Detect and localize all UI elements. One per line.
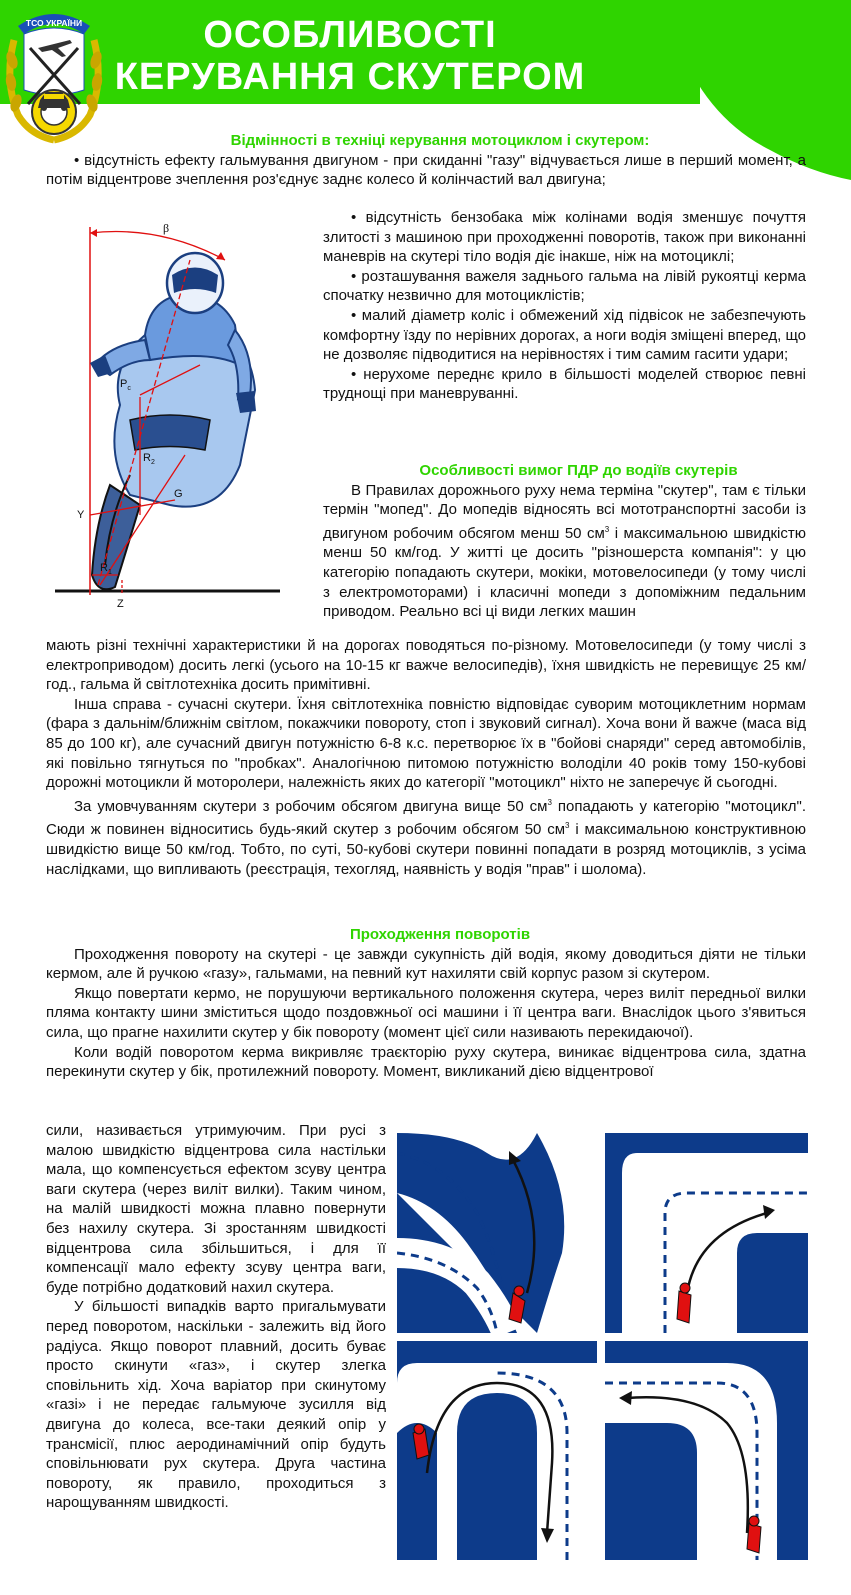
heading-cornering: Проходження поворотів xyxy=(349,926,531,943)
paragraph-wheels: • малий діаметр коліс і обмежений хід підвісок не забезпечують комфортну їзду по нерівних дорогах, а ноги водія зміщені вперед, що не дозволяє підводитися на нерівностях і тим самим гасити удари; xyxy=(323,306,806,364)
section-cornering-column xyxy=(46,1121,386,1513)
paragraph-engine-braking: • відсутність ефекту гальмування двигуном - при скиданні "газу" відчувається лише в перший момент, а потім відцентрове зчеплення роз'єднує заднє колесо й колінчастий вал двигуна; xyxy=(46,151,806,189)
beta-label: β xyxy=(163,221,170,235)
leaning-motorcycle-figure xyxy=(50,215,315,615)
r1-label: $R_1$ xyxy=(100,562,112,576)
paragraph-centrifugal-force: Коли водій поворотом керма викривляє траєкторію руху скутера, виникає відцентрова сила, здатна перекинути скутер у бік, протилежний повороту. Момент, викликаний дією відцентрової xyxy=(46,1043,806,1081)
r2-label: $R_2$ xyxy=(143,452,155,466)
svg-text:ТСО УКРАЇНИ: ТСО УКРАЇНИ xyxy=(25,18,83,28)
cornering-diagrams xyxy=(397,1133,808,1560)
paragraph-moped-definition: В Правилах дорожнього руху нема терміна "скутер", там є тільки термін "мопед". До мопедів відносять всі мототранспортні засоби із двигуном робочим обсягом менш 50 $см^3$ і максимальною швидкістю менш 50 км/год. У житті це досить "різношерста компанія": у цю категорію попадають скутери, мокіки, мотовелосипеди (у тому числі з електромоторами) і класичні мопеди з допоміжним педальним приводом. Реально всі ці види легких машин xyxy=(323,481,806,621)
section-traffic-rules-continued xyxy=(46,636,806,879)
tso-emblem-icon xyxy=(0,0,108,150)
section-cornering xyxy=(46,925,806,1082)
section-traffic-rules xyxy=(323,461,806,622)
title-line-1: ОСОБЛИВОСТІ xyxy=(203,14,497,56)
title-line-2: КЕРУВАННЯ СКУТЕРОМ xyxy=(114,56,586,98)
paragraph-moped-continued: мають різні технічні характеристики й на дорогах поводяться по-різному. Мотовелосипеди (у тому числі з електроприводом) досить легкі (усього на 10-15 кг важче велосипедів), їхня швидкість не перевищує 25 км/год., гальма й світлотехніка досить примітивні. xyxy=(46,637,806,694)
paragraph-braking-before-turn: У більшості випадків варто пригальмувати перед поворотом, наскільки - залежить від його радіуса. Якщо поворот плавний, досить буває просто скинути «газ», і скутер злегка сповільнить хід. Хоча варіатор при скинутому «газі» і не передає гальмуюче зусилля від двигуна до колеса, все-таки деякий опір у трансмісії, плюс аеродинамічний опір будуть сповільнювати рух скутера. Друга частина повороту, як правило, проходиться з нарощуванням швидкості. xyxy=(46,1298,386,1512)
paragraph-holding-moment: сили, називається утримуючим. При русі з малою швидкістю відцентрова сила настільки мала, що компенсується ефектом зсуву центра ваги скутера (через виліт вилки). Таким чином, на малій швидкості можна плавно повернути без нахилу скутера. Зі зростанням швидкості відцентрова сила збільшиться, і для її компенсації мало ефекту зсуву центра ваги, буде потрібно додатковий нахил скутера. xyxy=(46,1122,386,1296)
section-differences xyxy=(46,131,806,190)
differences-list xyxy=(323,208,806,404)
paragraph-fender: • нерухоме переднє крило в більшості моделей створює певні труднощі при маневруванні. xyxy=(323,365,806,403)
paragraph-rear-brake: • розташування важеля заднього гальма на лівій рукоятці керма спочатку незвично для мотоциклістів; xyxy=(323,267,806,305)
heading-differences: Відмінності в техніці керування мотоциклом і скутером: xyxy=(230,132,650,149)
pc-label: $P_c$ xyxy=(120,378,131,392)
z-label: Z xyxy=(117,598,124,610)
y-label: Y xyxy=(77,509,85,521)
diagram-left-curve-bottom-right xyxy=(605,1341,808,1560)
g-label: G xyxy=(174,488,183,500)
paragraph-modern-scooters: Інша справа - сучасні скутери. Їхня світлотехніка повністю відповідає суворим мотоциклетним нормам (фара з дальнім/ближнім світлом, покажчики повороту, стоп і звуковий сигнал). Хоча вони й важче (маса від 85 до 100 кг), але сучасний двигун потужністю 6-8 к.с. перетворює їх в "бойові снаряди" серед автомобілів, які повільно тягнуться по "пробках". Аналогічною питомою потужністю володіли 40 років тому 150-кубові дорожні мотоцикли й моторолери, належність яких до категорії "мотоцикл" ніхто не заперечує й сьогодні. xyxy=(46,695,806,792)
paragraph-fuel-tank: • відсутність бензобака між колінами водія зменшує почуття злитості з машиною при проходженні поворотів, також при виконанні маневрів на скутері тіло водія діє інакше, ніж на мотоциклі; xyxy=(323,209,806,266)
paragraph-cornering-intro: Проходження повороту на скутері - це завжди сукупність дій водія, якому доводиться діяти не тільки кермом, але й ручкою «газу», гальмами, на певний кут нахиляти свій корпус разом зі скутером. xyxy=(46,945,806,983)
diagram-right-angle-top-right xyxy=(605,1133,808,1333)
diagram-hairpin-bottom-left xyxy=(397,1341,597,1560)
paragraph-steering-effect: Якщо повертати кермо, не порушуючи вертикального положення скутера, через виліт передньої вилки пляма контакту шини зміститься щодо поздовжньої осі машини і її центра ваги. Внаслідок цього з'явиться сила, що прагне нахилити скутер у бік повороту (момент цієї сили називають перекидаючої). xyxy=(46,984,806,1041)
heading-traffic-rules: Особливості вимог ПДР до водіїв скутерів xyxy=(419,462,738,479)
paragraph-category-motorcycle: За умовчуванням скутери з робочим обсягом двигуна вище 50 $см^3$ попадають у категорію "мотоцикл". Сюди ж повинен відноситись будь-який скутер з робочим обсягом 50 $см^3$ і максимальною конструктивною швидкістю вище 50 км/год. Тобто, по суті, 50-кубові скутери повинні попадати в розряд мотоциклів, з усіма наслідками, що випливають (реєстрація, техогляд, наявність у водія "прав" і шолома). xyxy=(46,797,807,878)
